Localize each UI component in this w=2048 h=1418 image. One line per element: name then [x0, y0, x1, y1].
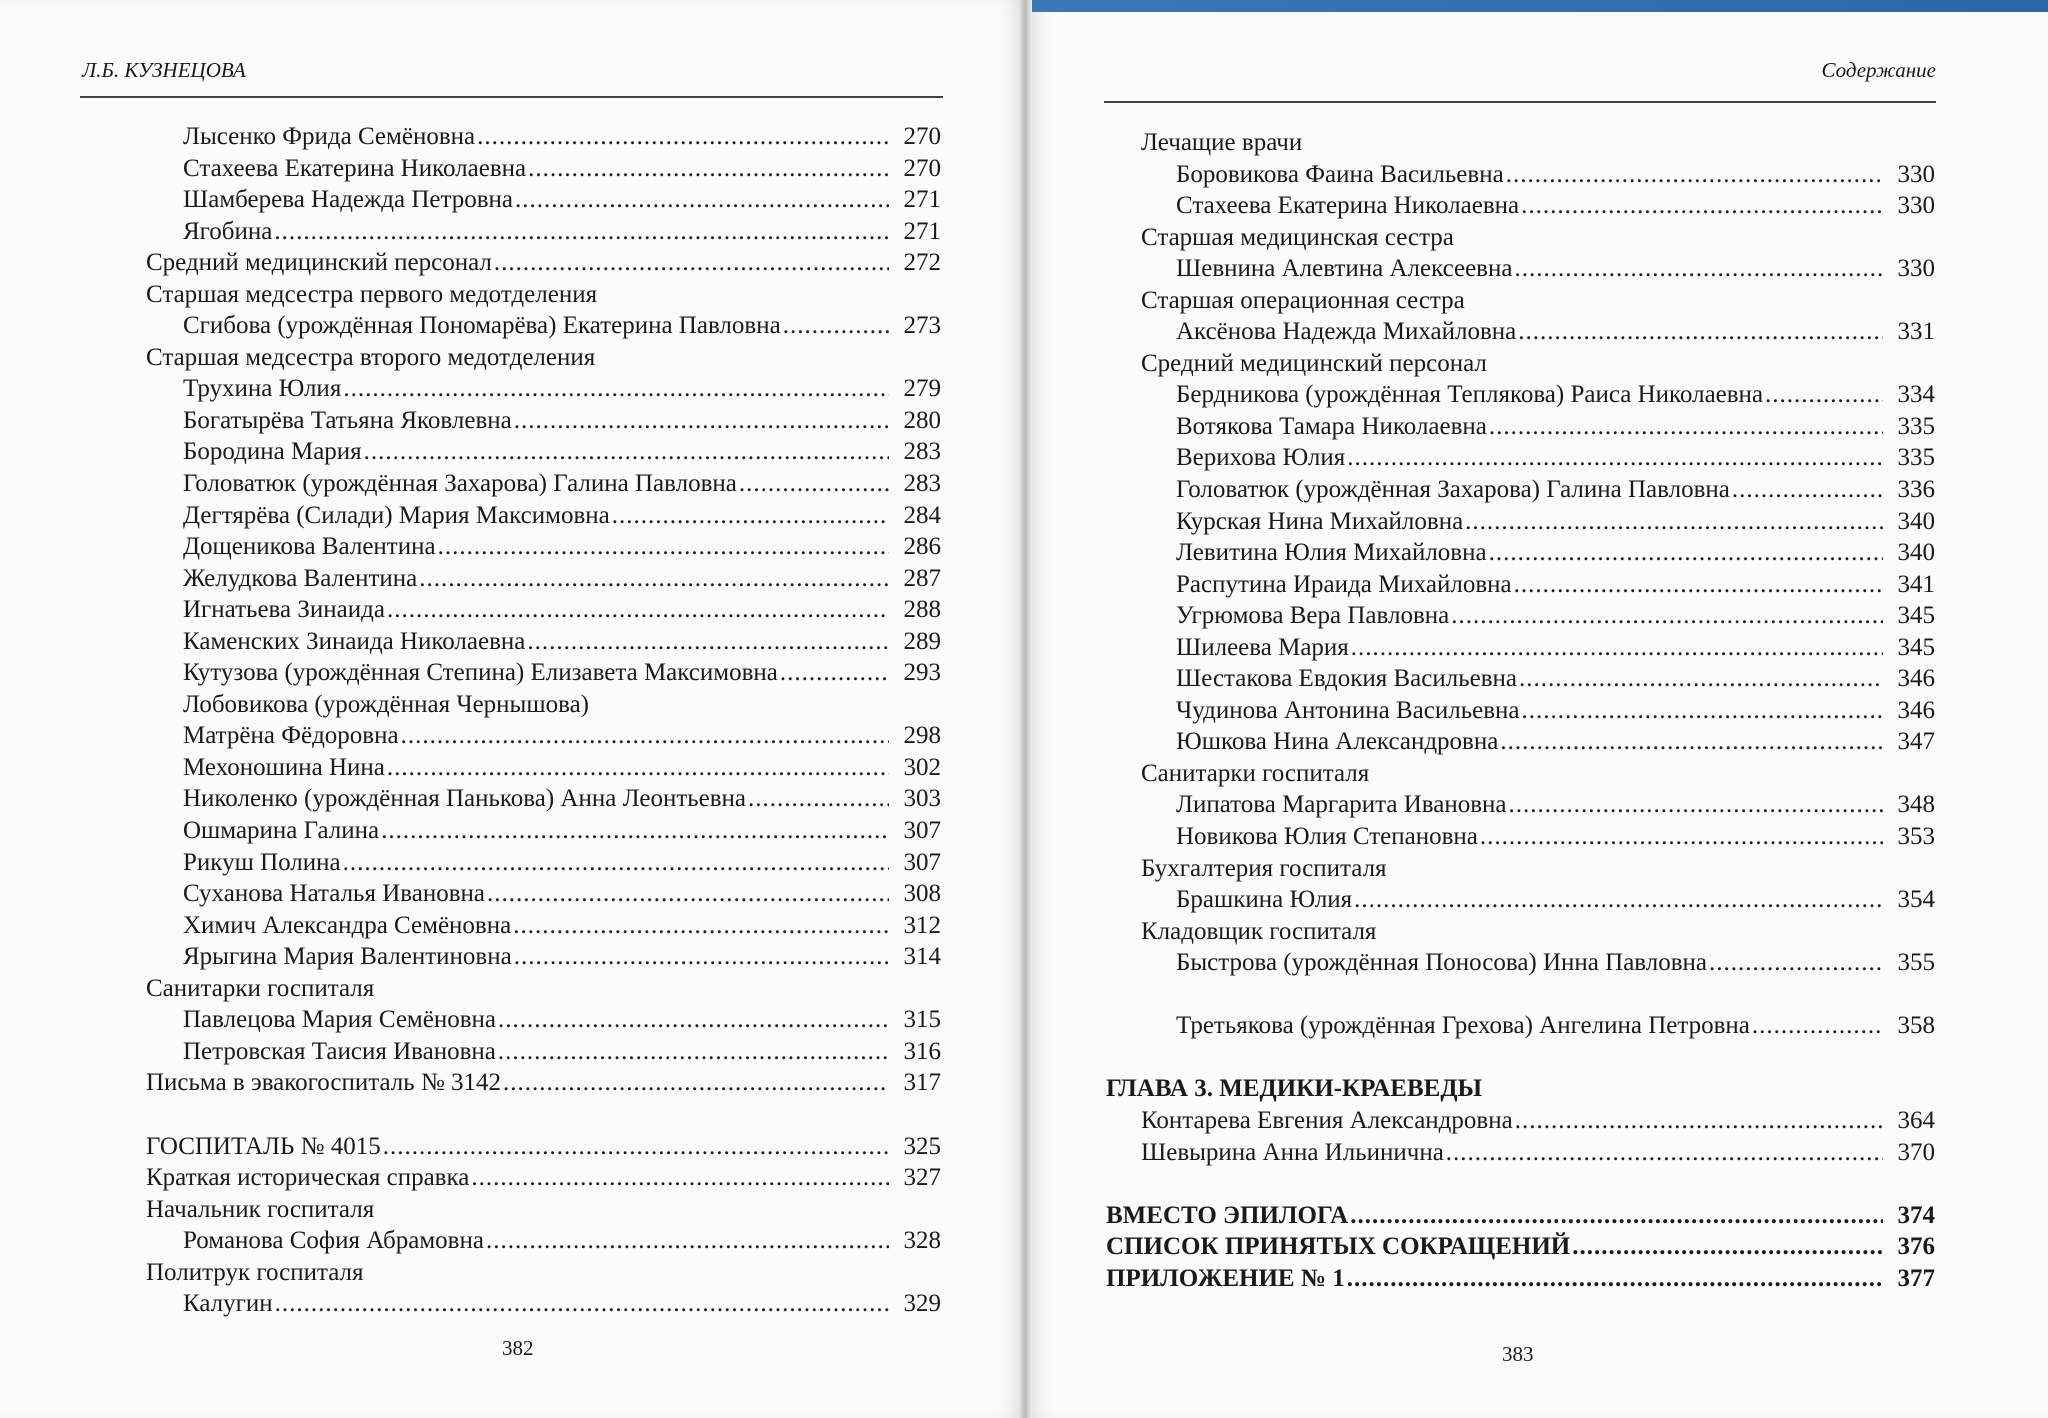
- toc-entry-title: Дегтярёва (Силади) Мария Максимовна: [183, 501, 610, 529]
- toc-entry: [146, 594, 941, 626]
- toc-entry-page: 341: [1897, 570, 1935, 598]
- toc-section-heading: [146, 279, 941, 311]
- toc-entry-title: ГОСПИТАЛЬ № 4015: [146, 1132, 381, 1160]
- toc-entry-page: 340: [1897, 507, 1935, 535]
- toc-entry-title: Аксёнова Надежда Михайловна: [1176, 318, 1517, 346]
- toc-leader-dots: [381, 815, 889, 847]
- toc-entry-title: Краткая историческая справка: [146, 1164, 470, 1192]
- toc-entry-title: Старшая медицинская сестра: [1141, 223, 1454, 251]
- toc-entry-title: Бердникова (урождённая Теплякова) Раиса Николаевна: [1176, 381, 1764, 409]
- toc-entry: [1106, 1137, 1935, 1169]
- toc-entry-title: Верихова Юлия: [1176, 444, 1346, 472]
- toc-entry-page: 340: [1897, 539, 1935, 567]
- left-page-number: 382: [502, 1336, 534, 1360]
- toc-entry-title: Химич Александра Семёновна: [183, 911, 512, 939]
- toc-leader-dots: [783, 310, 889, 342]
- toc-section-heading: [1106, 285, 1935, 317]
- toc-entry-page: 303: [903, 785, 941, 813]
- toc-entry-page: 370: [1897, 1138, 1935, 1166]
- toc-entry-title: Юшкова Нина Александровна: [1176, 728, 1499, 756]
- toc-leader-dots: [1732, 474, 1883, 506]
- toc-entry-page: 376: [1897, 1233, 1935, 1261]
- toc-section-heading: [1106, 916, 1935, 948]
- toc-entry: [146, 657, 941, 689]
- toc-entry-title: Шевырина Анна Ильинична: [1141, 1138, 1444, 1166]
- toc-leader-dots: [1489, 537, 1883, 569]
- toc-entry: [1106, 695, 1935, 727]
- toc-leader-dots: [1765, 379, 1883, 411]
- toc-entry-title: Дощеникова Валентина: [183, 533, 436, 561]
- toc-entry-title: Ягобина: [183, 217, 273, 245]
- toc-leader-dots: [343, 373, 889, 405]
- toc-entry-page: 331: [1897, 318, 1935, 346]
- toc-leader-dots: [1347, 442, 1883, 474]
- toc-entry-page: 316: [903, 1037, 941, 1065]
- toc-entry: [146, 247, 941, 279]
- toc-entry-title: Лысенко Фрида Семёновна: [183, 123, 476, 150]
- toc-entry: [1106, 1200, 1935, 1232]
- toc-entry-title: Санитарки госпиталя: [146, 974, 375, 1002]
- toc-entry-page: 312: [903, 911, 941, 939]
- toc-entry-title: Бухгалтерия госпиталя: [1141, 854, 1387, 882]
- toc-leader-dots: [383, 1131, 889, 1163]
- toc-entry-title: Распутина Ираида Михайловна: [1176, 570, 1512, 598]
- toc-leader-dots: [1514, 569, 1883, 601]
- toc-entry-title: Ярыгина Мария Валентиновна: [183, 943, 512, 971]
- toc-entry-title: Рикуш Полина: [183, 848, 341, 876]
- toc-leader-dots: [1446, 1137, 1883, 1169]
- toc-entry: [146, 563, 941, 595]
- toc-leader-dots: [1752, 1010, 1883, 1042]
- toc-entry-page: 353: [1897, 823, 1935, 851]
- left-toc-list: [146, 121, 941, 1320]
- toc-entry-title: Кладовщик госпиталя: [1141, 917, 1377, 945]
- toc-entry-page: 327: [903, 1164, 941, 1192]
- toc-leader-dots: [1354, 884, 1883, 916]
- toc-entry-title: Матрёна Фёдоровна: [183, 722, 399, 750]
- toc-entry: [146, 153, 941, 185]
- toc-section-heading: [1106, 758, 1935, 790]
- toc-entry: [1106, 789, 1935, 821]
- toc-entry-title: Быстрова (урождённая Поносова) Инна Павловна: [1176, 949, 1708, 977]
- toc-entry: [146, 910, 941, 942]
- toc-leader-dots: [487, 878, 889, 910]
- toc-leader-dots: [498, 1036, 889, 1068]
- toc-entry-title: Петровская Таисия Ивановна: [183, 1037, 496, 1065]
- toc-entry: [1106, 632, 1935, 664]
- toc-entry: [146, 1004, 941, 1036]
- toc-entry-page: 314: [903, 943, 941, 971]
- right-header-rule: [1104, 101, 1936, 103]
- toc-leader-dots: [1506, 159, 1883, 191]
- toc-section-heading: [146, 973, 941, 1005]
- toc-entry-title: Средний медицинский персонал: [1141, 349, 1487, 377]
- toc-entry-title: Курская Нина Михайловна: [1176, 507, 1464, 535]
- toc-leader-dots: [1709, 947, 1883, 979]
- toc-entry: [146, 216, 941, 248]
- toc-leader-dots: [780, 657, 889, 689]
- toc-leader-dots: [1451, 600, 1883, 632]
- toc-entry-title: Старшая медсестра первого медотделения: [146, 280, 598, 308]
- toc-entry: [1106, 600, 1935, 632]
- toc-leader-dots: [739, 468, 889, 500]
- toc-entry-title: Стахеева Екатерина Николаевна: [183, 154, 527, 182]
- toc-entry: [146, 783, 941, 815]
- toc-entry: [1106, 947, 1935, 979]
- toc-entry-title: Старшая медсестра второго медотделения: [146, 343, 596, 371]
- toc-entry-page: 283: [903, 438, 941, 466]
- toc-leader-dots: [471, 1162, 889, 1194]
- book-spine: [1018, 0, 1032, 1418]
- toc-entry-title: Сгибова (урождённая Пономарёва) Екатерина Павловна: [183, 312, 781, 340]
- toc-entry: [1106, 506, 1935, 538]
- toc-entry-page: 354: [1897, 886, 1935, 914]
- toc-entry-page: 298: [903, 722, 941, 750]
- toc-leader-dots: [477, 121, 889, 153]
- toc-spacer: [1106, 1168, 1935, 1200]
- toc-entry-title: Кутузова (урождённая Степина) Елизавета Максимовна: [183, 659, 778, 687]
- right-running-head: Содержание: [1821, 58, 1936, 82]
- toc-entry-title: Чудинова Антонина Васильевна: [1176, 696, 1520, 724]
- toc-entry-page: 283: [903, 470, 941, 498]
- toc-entry-page: 335: [1897, 444, 1935, 472]
- toc-entry-page: 377: [1897, 1264, 1935, 1292]
- toc-entry-title: Боровикова Фаина Васильевна: [1176, 160, 1504, 188]
- right-toc-list: [1106, 127, 1935, 1294]
- toc-entry-page: 302: [903, 753, 941, 781]
- toc-entry: [1106, 316, 1935, 348]
- toc-entry-title: ГЛАВА 3. МЕДИКИ-КРАЕВЕДЫ: [1106, 1075, 1483, 1103]
- toc-entry-page: 272: [903, 249, 941, 277]
- toc-leader-dots: [1521, 190, 1883, 222]
- toc-leader-dots: [1500, 726, 1883, 758]
- toc-entry: [1106, 190, 1935, 222]
- toc-entry-page: 288: [903, 596, 941, 624]
- toc-entry-title: ПРИЛОЖЕНИЕ № 1: [1106, 1264, 1345, 1292]
- toc-leader-dots: [486, 1225, 889, 1257]
- toc-entry-page: 271: [903, 186, 941, 214]
- toc-entry-title: Головатюк (урождённая Захарова) Галина Павловна: [1176, 476, 1730, 504]
- toc-entry-title: Ошмарина Галина: [183, 817, 380, 845]
- toc-entry-title: Вотякова Тамара Николаевна: [1176, 412, 1487, 440]
- toc-leader-dots: [1489, 411, 1883, 443]
- toc-leader-dots: [1480, 821, 1883, 853]
- toc-section-heading: [146, 1194, 941, 1226]
- toc-entry-page: 273: [903, 312, 941, 340]
- toc-entry-page: 279: [903, 375, 941, 403]
- toc-entry: [1106, 663, 1935, 695]
- toc-leader-dots: [1350, 1200, 1883, 1232]
- toc-spacer: [146, 1099, 941, 1131]
- toc-entry-title: Шамберева Надежда Петровна: [183, 186, 514, 214]
- toc-entry-title: Шевнина Алевтина Алексеевна: [1176, 255, 1513, 283]
- toc-entry: [1106, 379, 1935, 411]
- toc-entry-title: Желудкова Валентина: [183, 564, 418, 592]
- toc-entry: [1106, 884, 1935, 916]
- toc-entry-title: Левитина Юлия Михайловна: [1176, 539, 1487, 567]
- toc-entry: [146, 500, 941, 532]
- toc-entry-page: 317: [903, 1069, 941, 1097]
- toc-leader-dots: [1519, 663, 1883, 695]
- toc-entry-title: Каменских Зинаида Николаевна: [183, 627, 526, 655]
- toc-entry: [1106, 726, 1935, 758]
- toc-entry-title: Новикова Юлия Степановна: [1176, 823, 1478, 851]
- toc-entry-page: 271: [903, 217, 941, 245]
- toc-leader-dots: [275, 1288, 889, 1320]
- toc-entry-title: Богатырёва Татьяна Яковлевна: [183, 406, 512, 434]
- toc-entry-title: Мехоношина Нина: [183, 753, 385, 781]
- toc-entry: [146, 815, 941, 847]
- toc-leader-dots: [419, 563, 889, 595]
- toc-entry-page: 325: [903, 1132, 941, 1160]
- toc-leader-dots: [1347, 1263, 1883, 1295]
- toc-leader-dots: [1465, 506, 1883, 538]
- toc-entry: [1106, 569, 1935, 601]
- toc-entry-page: 284: [903, 501, 941, 529]
- toc-entry-title: Политрук госпиталя: [146, 1258, 364, 1286]
- toc-section-heading: [146, 689, 941, 721]
- toc-entry-title: Начальник госпиталя: [146, 1195, 375, 1223]
- toc-entry-title: Стахеева Екатерина Николаевна: [1176, 192, 1520, 220]
- toc-entry-title: Бородина Мария: [183, 438, 362, 466]
- toc-entry-title: Санитарки госпиталя: [1141, 759, 1370, 787]
- toc-entry-title: Романова София Абрамовна: [183, 1227, 484, 1255]
- toc-entry: [1106, 821, 1935, 853]
- toc-entry-page: 330: [1897, 192, 1935, 220]
- toc-entry-title: СПИСОК ПРИНЯТЫХ СОКРАЩЕНИЙ: [1106, 1233, 1571, 1261]
- toc-entry: [146, 121, 941, 153]
- toc-entry-page: 270: [903, 154, 941, 182]
- toc-entry: [146, 1162, 941, 1194]
- toc-entry-title: Игнатьева Зинаида: [183, 596, 385, 624]
- toc-entry-title: Письма в эвакогоспиталь № 3142: [146, 1069, 502, 1097]
- toc-entry-page: 364: [1897, 1106, 1935, 1134]
- toc-leader-dots: [1518, 316, 1883, 348]
- toc-entry-title: Третьякова (урождённая Грехова) Ангелина Петровна: [1176, 1012, 1750, 1040]
- toc-spacer: [1106, 979, 1935, 1011]
- toc-entry-title: Лечащие врачи: [1141, 129, 1303, 156]
- toc-entry-page: 347: [1897, 728, 1935, 756]
- toc-leader-dots: [514, 941, 889, 973]
- toc-entry: [1106, 159, 1935, 191]
- toc-entry: [1106, 253, 1935, 285]
- toc-entry-page: 328: [903, 1227, 941, 1255]
- toc-entry-page: 330: [1897, 255, 1935, 283]
- toc-entry-page: 270: [903, 123, 941, 150]
- toc-entry-page: 335: [1897, 412, 1935, 440]
- toc-entry-title: Головатюк (урождённая Захарова) Галина Павловна: [183, 470, 737, 498]
- toc-section-heading: [1106, 1073, 1935, 1105]
- toc-leader-dots: [387, 752, 889, 784]
- toc-entry: [146, 468, 941, 500]
- toc-entry-page: 330: [1897, 160, 1935, 188]
- toc-entry-page: 329: [903, 1290, 941, 1318]
- toc-spacer: [1106, 1042, 1935, 1074]
- toc-entry-page: 280: [903, 406, 941, 434]
- toc-entry-title: Павлецова Мария Семёновна: [183, 1006, 497, 1034]
- toc-entry: [146, 310, 941, 342]
- toc-entry-page: 358: [1897, 1012, 1935, 1040]
- toc-leader-dots: [401, 720, 889, 752]
- toc-leader-dots: [1351, 632, 1883, 664]
- toc-entry: [1106, 1010, 1935, 1042]
- toc-leader-dots: [748, 783, 889, 815]
- toc-entry-title: Средний медицинский персонал: [146, 249, 492, 277]
- toc-entry: [146, 1131, 941, 1163]
- toc-entry-page: 348: [1897, 791, 1935, 819]
- toc-leader-dots: [503, 1067, 889, 1099]
- toc-leader-dots: [274, 216, 889, 248]
- toc-leader-dots: [528, 153, 889, 185]
- toc-entry-page: 315: [903, 1006, 941, 1034]
- toc-entry-page: 334: [1897, 381, 1935, 409]
- toc-entry: [146, 1288, 941, 1320]
- toc-entry-title: Липатова Маргарита Ивановна: [1176, 791, 1507, 819]
- toc-entry-page: 374: [1897, 1201, 1935, 1229]
- toc-section-heading: [1106, 222, 1935, 254]
- toc-entry: [146, 184, 941, 216]
- toc-leader-dots: [387, 594, 889, 626]
- toc-entry-page: 307: [903, 848, 941, 876]
- right-page-number: 383: [1502, 1342, 1534, 1366]
- toc-section-heading: [146, 342, 941, 374]
- toc-leader-dots: [343, 847, 889, 879]
- toc-entry-title: Угрюмова Вера Павловна: [1176, 602, 1450, 630]
- toc-entry: [146, 405, 941, 437]
- toc-entry: [146, 878, 941, 910]
- toc-entry-title: Суханова Наталья Ивановна: [183, 880, 485, 908]
- toc-entry-title: Старшая операционная сестра: [1141, 286, 1465, 314]
- toc-leader-dots: [1514, 253, 1883, 285]
- toc-entry: [1106, 537, 1935, 569]
- toc-entry: [1106, 411, 1935, 443]
- toc-entry: [146, 1036, 941, 1068]
- toc-entry: [146, 1225, 941, 1257]
- toc-entry: [146, 436, 941, 468]
- toc-leader-dots: [1515, 1105, 1883, 1137]
- toc-entry-page: 346: [1897, 665, 1935, 693]
- toc-entry: [146, 847, 941, 879]
- toc-entry-title: Калугин: [183, 1290, 273, 1318]
- toc-entry-title: Брашкина Юлия: [1176, 886, 1353, 914]
- toc-leader-dots: [1521, 695, 1883, 727]
- toc-leader-dots: [514, 405, 889, 437]
- toc-leader-dots: [513, 910, 889, 942]
- toc-entry-title: Трухина Юлия: [183, 375, 342, 403]
- toc-entry: [146, 752, 941, 784]
- toc-leader-dots: [1572, 1231, 1883, 1263]
- toc-leader-dots: [438, 531, 889, 563]
- toc-leader-dots: [527, 626, 889, 658]
- toc-entry: [1106, 1263, 1935, 1295]
- toc-entry-page: 355: [1897, 949, 1935, 977]
- toc-section-heading: [1106, 348, 1935, 380]
- toc-entry: [146, 626, 941, 658]
- toc-entry-title: Шилеева Мария: [1176, 633, 1349, 661]
- toc-leader-dots: [364, 436, 889, 468]
- toc-leader-dots: [494, 247, 889, 279]
- toc-entry: [1106, 474, 1935, 506]
- toc-entry-title: Лобовикова (урождённая Чернышова): [183, 690, 589, 718]
- toc-section-heading: [1106, 127, 1935, 159]
- left-running-head: Л.Б. КУЗНЕЦОВА: [82, 58, 246, 82]
- toc-entry-page: 346: [1897, 696, 1935, 724]
- toc-entry-title: Николенко (урождённая Панькова) Анна Леонтьевна: [183, 785, 747, 813]
- toc-entry-title: ВМЕСТО ЭПИЛОГА: [1106, 1201, 1349, 1229]
- toc-entry-page: 308: [903, 880, 941, 908]
- toc-entry-page: 289: [903, 627, 941, 655]
- toc-entry-page: 307: [903, 817, 941, 845]
- toc-entry: [146, 1067, 941, 1099]
- toc-leader-dots: [515, 184, 889, 216]
- toc-entry-page: 286: [903, 533, 941, 561]
- toc-section-heading: [1106, 853, 1935, 885]
- toc-section-heading: [146, 1257, 941, 1289]
- toc-entry-title: Контарева Евгения Александровна: [1141, 1106, 1513, 1134]
- toc-entry: [1106, 442, 1935, 474]
- left-header-rule: [80, 96, 943, 98]
- toc-leader-dots: [612, 500, 889, 532]
- toc-entry-page: 336: [1897, 476, 1935, 504]
- toc-entry: [146, 720, 941, 752]
- toc-entry-page: 293: [903, 659, 941, 687]
- toc-entry-page: 345: [1897, 633, 1935, 661]
- toc-leader-dots: [1509, 789, 1884, 821]
- toc-entry-title: Шестакова Евдокия Васильевна: [1176, 665, 1518, 693]
- toc-entry: [146, 373, 941, 405]
- toc-entry: [1106, 1105, 1935, 1137]
- toc-entry-page: 287: [903, 564, 941, 592]
- toc-entry: [1106, 1231, 1935, 1263]
- toc-entry-page: 345: [1897, 602, 1935, 630]
- toc-entry: [146, 531, 941, 563]
- toc-leader-dots: [498, 1004, 889, 1036]
- toc-entry: [146, 941, 941, 973]
